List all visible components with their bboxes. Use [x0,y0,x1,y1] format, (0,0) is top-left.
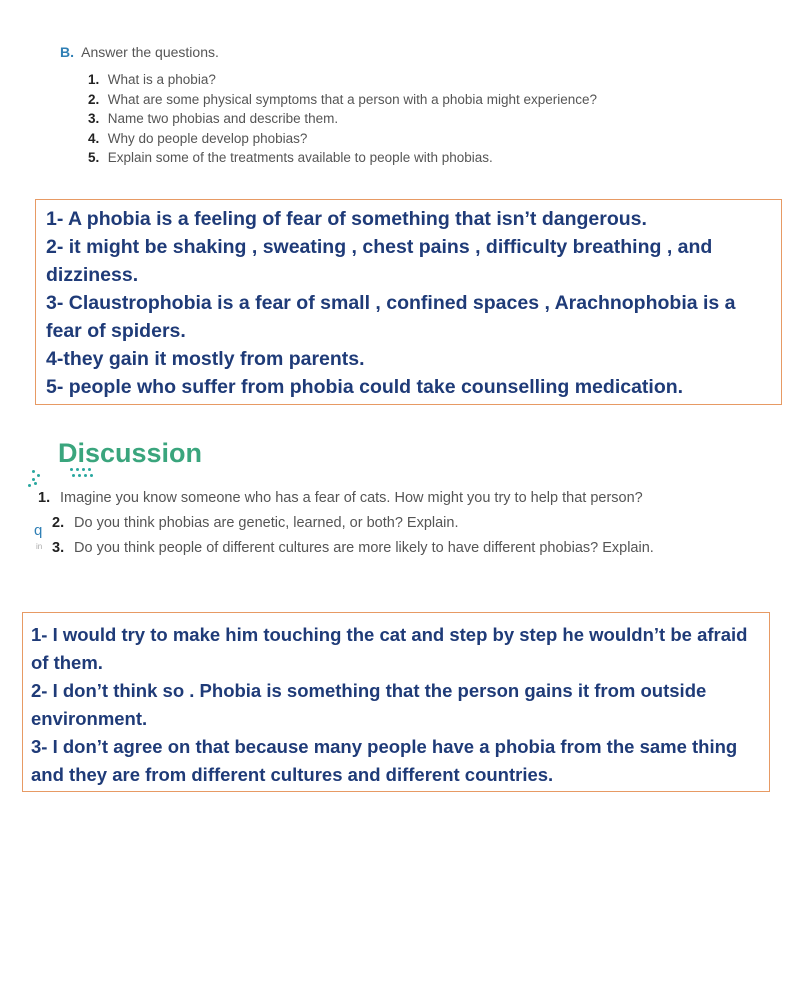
question-list [60,70,760,168]
section-b [60,44,760,168]
discussion-title: Discussion [58,438,203,468]
discussion-question-item [38,486,654,511]
answer-box-discussion [22,612,770,792]
answer-line: 5- people who suffer from phobia could take counselling medication. [46,376,684,398]
question-number: 1. [88,72,100,87]
section-letter: B. [60,44,74,60]
question-text: Do you think people of different cultures are more likely to have different phobias? Explain. [74,540,654,556]
side-mark: q [34,522,43,539]
question-item [88,90,760,110]
answer-line: 2- I don’t think so . Phobia is something that the person gains it from outside environment. [31,680,707,729]
question-number: 2. [52,515,65,531]
question-text: What is a phobia? [107,72,216,87]
discussion-question-item [38,536,654,561]
question-number: 4. [88,130,100,146]
question-item [88,70,760,90]
answer-line: 3- I don’t agree on that because many people have a phobia from the same thing and they are from different cultures and different countries. [31,736,738,785]
question-number: 3. [52,540,65,556]
section-instruction: Answer the questions. [81,44,219,60]
side-mark-small: in [36,542,43,551]
question-text: What are some physical symptoms that a person with a phobia might experience? [107,91,598,107]
section-b-heading [60,44,760,60]
answer-line: 3- Claustrophobia is a fear of small , confined spaces , Arachnophobia is a fear of spiders. [46,292,736,342]
question-number: 5. [88,150,100,165]
question-number: 2. [88,91,100,107]
question-number: 3. [88,111,100,126]
question-text: Explain some of the treatments available to people with phobias. [107,150,493,165]
answer-line: 2- it might be shaking , sweating , chest pains , difficulty breathing , and dizziness. [46,236,713,286]
question-item [88,109,760,129]
question-text: Imagine you know someone who has a fear of cats. How might you try to help that person? [60,490,643,506]
question-item [88,129,760,149]
answer-line: 1- A phobia is a feeling of fear of something that isn’t dangerous. [46,208,647,230]
question-number: 1. [38,490,51,506]
discussion-question-item [38,511,654,536]
answer-box-section-b [35,199,782,405]
answer-line: 4-they gain it mostly from parents. [46,348,365,370]
question-text: Why do people develop phobias? [107,130,308,146]
question-item [88,148,760,168]
discussion-question-list [38,486,654,561]
question-text: Do you think phobias are genetic, learned, or both? Explain. [74,515,459,531]
answer-line: 1- I would try to make him touching the cat and step by step he wouldn’t be afraid of them. [31,624,748,673]
question-text: Name two phobias and describe them. [107,111,339,126]
